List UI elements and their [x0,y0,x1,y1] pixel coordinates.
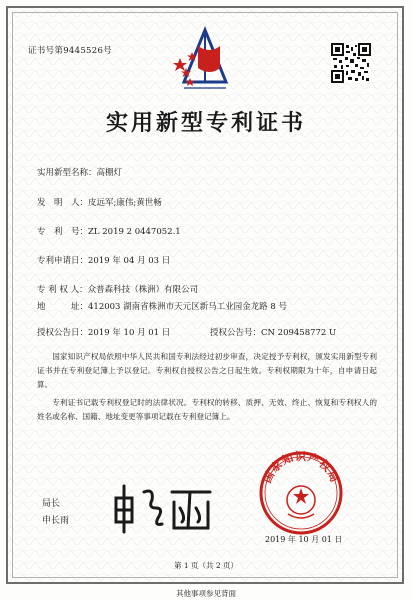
field-patentee [37,283,198,295]
director-signature [110,478,220,536]
field-inventors [37,196,162,208]
field-value: 412003 湖南省株洲市天元区新马工业园金龙路 8 号 [88,302,287,312]
qr-code-icon [331,43,371,83]
seal-date: 2019 年 10 月 01 日 [265,535,343,544]
field-value: 众普森科技（株洲）有限公司 [87,285,199,295]
page-indicator: 第 1 页（共 2 页） [173,561,239,570]
seal-text: 国家知识产权局 [260,450,342,486]
field-value: 2019 年 10 月 01 日 [88,328,171,338]
field-label: 专利申请日： [37,256,89,266]
field-label: 授权公告号： [210,328,262,338]
field-label: 授权公告日： [37,328,89,338]
cnipa-logo-icon [170,24,240,96]
certificate-number: 证书号第9445526号 [28,46,112,56]
official-seal-icon [258,450,344,536]
field-value: 2019 年 04 月 03 日 [88,256,171,266]
grant-number [210,326,336,338]
field-value: 皮远军;康伟;黄世畅 [88,198,162,208]
field-patent-number [37,225,181,237]
field-value: ZL 2019 2 0447052.1 [88,227,181,237]
field-application-date [37,254,170,266]
field-address [37,300,287,312]
footer-note: 其他事项参见背面 [176,589,236,598]
director-name: 申长雨 [42,516,70,526]
document-title: 实用新型专利证书 [105,111,306,136]
field-label: 专 利 号： [37,227,89,237]
field-value: 高棚灯 [96,168,123,178]
svg-text:国家知识产权局 [260,450,342,485]
field-value: CN 209458772 U [261,328,337,338]
grant-statement-paragraph: 国家知识产权局依照中华人民共和国专利法经过初步审查，决定授予专利权，颁发实用新型专利证书并在专利登记簿上予以登记。专利权自授权公告之日起生效。专利权期限为十年，自申请日起算。 [37,352,377,389]
director-title: 局长 [42,499,61,509]
field-label: 实用新型名称： [37,168,97,178]
field-utility-model-name [37,166,122,178]
legal-status-paragraph: 专利证书记载专利权登记时的法律状况。专利权的转移、质押、无效、终止、恢复和专利权人的姓名或名称、国籍、地址变更等事项记载在专利登记簿上。 [37,398,377,421]
grant-date [37,326,170,338]
field-label: 发 明 人： [37,198,89,208]
field-label: 地 址： [37,302,89,312]
field-label: 专 利 权 人： [37,285,88,295]
